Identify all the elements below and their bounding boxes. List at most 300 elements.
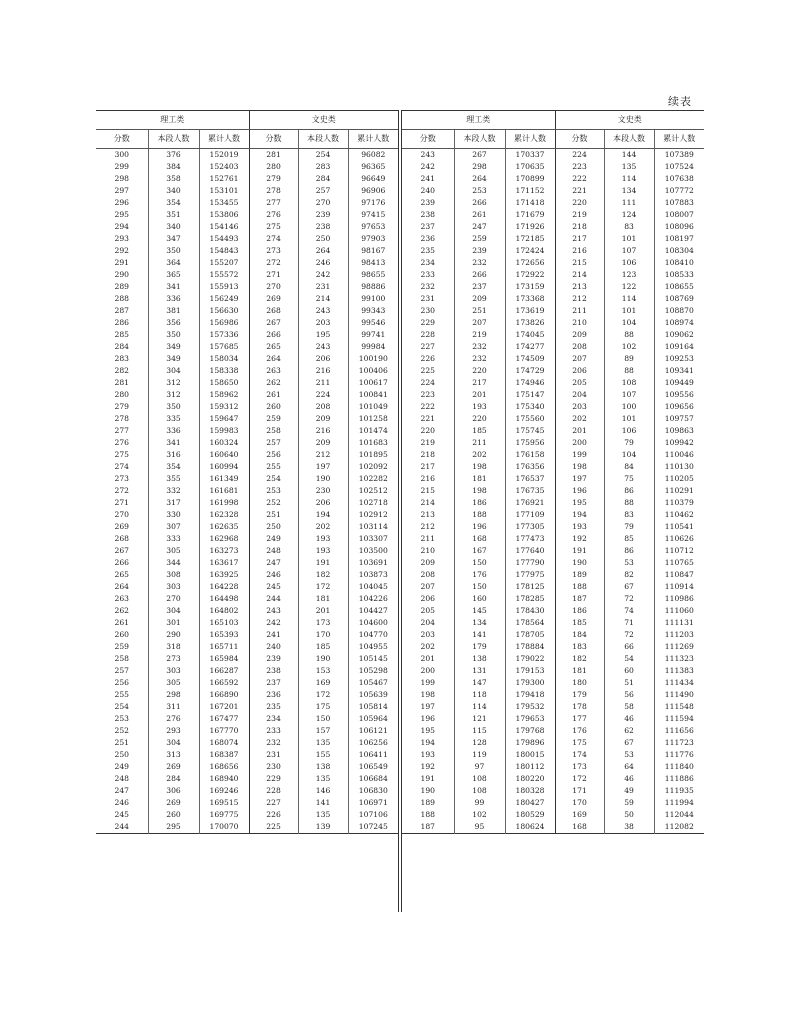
table-cell: 177473 bbox=[505, 533, 555, 545]
table-cell: 252 bbox=[96, 725, 148, 737]
table-cell: 110046 bbox=[664, 450, 694, 459]
table-cell: 111323 bbox=[664, 654, 694, 663]
table-row bbox=[96, 353, 398, 365]
table-row bbox=[402, 341, 704, 353]
table-cell: 263 bbox=[96, 593, 148, 605]
table-cell: 219 bbox=[555, 209, 604, 221]
table-cell: 165711 bbox=[199, 641, 249, 653]
table-cell: 181 bbox=[298, 593, 348, 605]
table-cell: 104045 bbox=[358, 582, 388, 591]
table-cell: 165103 bbox=[199, 617, 249, 629]
table-cell: 201 bbox=[555, 425, 604, 437]
table-cell: 171152 bbox=[505, 185, 555, 197]
table-row bbox=[402, 797, 704, 809]
table-cell: 254 bbox=[298, 149, 348, 162]
table-row bbox=[402, 389, 704, 401]
table-cell: 163925 bbox=[199, 569, 249, 581]
table-row bbox=[402, 593, 704, 605]
table-cell: 246 bbox=[96, 797, 148, 809]
table-cell: 220 bbox=[454, 413, 505, 425]
table-row bbox=[402, 761, 704, 773]
table-cell: 216 bbox=[402, 473, 454, 485]
table-cell: 207 bbox=[454, 317, 505, 329]
table-cell: 134 bbox=[454, 617, 505, 629]
table-cell: 153455 bbox=[199, 197, 249, 209]
table-cell: 106971 bbox=[358, 798, 388, 807]
table-cell: 271 bbox=[249, 269, 298, 281]
col-header-cumulative: 累计人数 bbox=[654, 130, 704, 149]
table-cell: 177 bbox=[555, 713, 604, 725]
table-cell: 108197 bbox=[664, 234, 694, 243]
table-cell: 171926 bbox=[505, 221, 555, 233]
table-cell: 203 bbox=[298, 317, 348, 329]
table-cell: 180112 bbox=[505, 761, 555, 773]
table-cell: 350 bbox=[148, 329, 199, 341]
score-distribution-tables bbox=[96, 110, 704, 912]
table-cell: 213 bbox=[555, 281, 604, 293]
table-cell: 172922 bbox=[505, 269, 555, 281]
table-cell: 207 bbox=[402, 581, 454, 593]
table-row bbox=[402, 317, 704, 329]
table-cell: 275 bbox=[96, 449, 148, 461]
table-cell: 175 bbox=[555, 737, 604, 749]
table-cell: 298 bbox=[454, 161, 505, 173]
table-cell: 232 bbox=[454, 341, 505, 353]
table-row bbox=[96, 713, 398, 725]
table-cell: 239 bbox=[454, 245, 505, 257]
table-row bbox=[96, 269, 398, 281]
table-cell: 166890 bbox=[199, 689, 249, 701]
table-cell: 98655 bbox=[361, 270, 386, 279]
table-cell: 194 bbox=[402, 737, 454, 749]
table-cell: 261 bbox=[249, 389, 298, 401]
table-cell: 186 bbox=[454, 497, 505, 509]
table-cell: 292 bbox=[96, 245, 148, 257]
table-row bbox=[402, 221, 704, 233]
table-cell: 270 bbox=[148, 593, 199, 605]
table-cell: 99100 bbox=[361, 294, 386, 303]
table-cell: 135 bbox=[604, 161, 654, 173]
table-cell: 174509 bbox=[505, 353, 555, 365]
table-cell: 294 bbox=[96, 221, 148, 233]
table-cell: 173 bbox=[298, 617, 348, 629]
table-cell: 299 bbox=[96, 161, 148, 173]
table-cell: 196 bbox=[454, 521, 505, 533]
table-cell: 188 bbox=[555, 581, 604, 593]
table-cell: 336 bbox=[148, 425, 199, 437]
table-cell: 197 bbox=[555, 473, 604, 485]
table-cell: 256 bbox=[249, 449, 298, 461]
table-cell: 147 bbox=[454, 677, 505, 689]
table-cell: 176158 bbox=[505, 449, 555, 461]
table-cell: 103500 bbox=[358, 546, 388, 555]
table-cell: 108 bbox=[604, 377, 654, 389]
table-cell: 217 bbox=[402, 461, 454, 473]
table-cell: 107245 bbox=[358, 822, 388, 831]
table-cell: 316 bbox=[148, 449, 199, 461]
table-cell: 208 bbox=[298, 401, 348, 413]
table-row bbox=[402, 629, 704, 641]
table-cell: 247 bbox=[249, 557, 298, 569]
table-cell: 111434 bbox=[664, 678, 694, 687]
table-cell: 235 bbox=[249, 701, 298, 713]
table-cell: 100190 bbox=[358, 354, 388, 363]
table-cell: 192 bbox=[555, 533, 604, 545]
table-row bbox=[96, 401, 398, 413]
table-cell: 59 bbox=[604, 797, 654, 809]
table-cell: 182 bbox=[555, 653, 604, 665]
table-cell: 72 bbox=[604, 629, 654, 641]
table-cell: 236 bbox=[249, 689, 298, 701]
table-cell: 166287 bbox=[199, 665, 249, 677]
table-cell: 170635 bbox=[505, 161, 555, 173]
table-cell: 172656 bbox=[505, 257, 555, 269]
table-cell: 333 bbox=[148, 533, 199, 545]
table-cell: 214 bbox=[402, 497, 454, 509]
table-cell: 247 bbox=[454, 221, 505, 233]
table-cell: 162635 bbox=[199, 521, 249, 533]
table-cell: 243 bbox=[298, 305, 348, 317]
table-cell: 102092 bbox=[358, 462, 388, 471]
table-row bbox=[96, 545, 398, 557]
table-cell: 295 bbox=[96, 209, 148, 221]
table-cell: 202 bbox=[298, 521, 348, 533]
table-cell: 212 bbox=[555, 293, 604, 305]
table-row bbox=[402, 257, 704, 269]
table-cell: 293 bbox=[96, 233, 148, 245]
table-cell: 289 bbox=[96, 281, 148, 293]
table-cell: 340 bbox=[148, 221, 199, 233]
table-row bbox=[96, 797, 398, 809]
table-row bbox=[402, 821, 704, 834]
table-row bbox=[402, 785, 704, 797]
table-cell: 111594 bbox=[664, 714, 694, 723]
table-cell: 270 bbox=[96, 509, 148, 521]
table-cell: 205 bbox=[555, 377, 604, 389]
table-cell: 168074 bbox=[199, 737, 249, 749]
table-cell: 263 bbox=[249, 365, 298, 377]
table-cell: 225 bbox=[249, 821, 298, 834]
table-cell: 103114 bbox=[358, 522, 388, 531]
table-row bbox=[402, 485, 704, 497]
table-row bbox=[96, 821, 398, 834]
table-row bbox=[96, 317, 398, 329]
table-cell: 110205 bbox=[664, 474, 694, 483]
table-cell: 215 bbox=[555, 257, 604, 269]
table-row bbox=[402, 569, 704, 581]
table-cell: 257 bbox=[249, 437, 298, 449]
table-cell: 111203 bbox=[664, 630, 694, 639]
table-cell: 135 bbox=[298, 809, 348, 821]
table-cell: 186 bbox=[555, 605, 604, 617]
table-cell: 164228 bbox=[199, 581, 249, 593]
table-cell: 233 bbox=[402, 269, 454, 281]
table-cell: 166592 bbox=[199, 677, 249, 689]
table-cell: 267 bbox=[454, 149, 505, 162]
table-cell: 109253 bbox=[664, 354, 694, 363]
table-cell: 161681 bbox=[199, 485, 249, 497]
table-cell: 260 bbox=[249, 401, 298, 413]
table-row bbox=[402, 545, 704, 557]
table-cell: 231 bbox=[298, 281, 348, 293]
table-cell: 144 bbox=[604, 149, 654, 162]
table-cell: 105639 bbox=[358, 690, 388, 699]
table-cell: 175340 bbox=[505, 401, 555, 413]
table-cell: 98167 bbox=[361, 246, 386, 255]
table-cell: 384 bbox=[148, 161, 199, 173]
table-row bbox=[402, 377, 704, 389]
table-cell: 304 bbox=[148, 365, 199, 377]
table-cell: 189 bbox=[402, 797, 454, 809]
table-cell: 196 bbox=[402, 713, 454, 725]
table-cell: 256 bbox=[96, 677, 148, 689]
table-cell: 222 bbox=[402, 401, 454, 413]
table-row bbox=[96, 785, 398, 797]
table-cell: 54 bbox=[604, 653, 654, 665]
table-row bbox=[402, 449, 704, 461]
table-cell: 110914 bbox=[664, 582, 694, 591]
table-cell: 173 bbox=[555, 761, 604, 773]
table-cell: 104600 bbox=[358, 618, 388, 627]
col-header-score: 分数 bbox=[249, 130, 298, 149]
table-cell: 107524 bbox=[664, 162, 694, 171]
table-cell: 174045 bbox=[505, 329, 555, 341]
table-cell: 187 bbox=[402, 821, 454, 834]
table-cell: 269 bbox=[148, 797, 199, 809]
table-cell: 219 bbox=[402, 437, 454, 449]
table-cell: 203 bbox=[402, 629, 454, 641]
table-row bbox=[402, 437, 704, 449]
table-cell: 101474 bbox=[358, 426, 388, 435]
table-cell: 340 bbox=[148, 185, 199, 197]
table-cell: 260 bbox=[96, 629, 148, 641]
table-cell: 232 bbox=[402, 281, 454, 293]
table-cell: 134 bbox=[604, 185, 654, 197]
group-header-science: 理工类 bbox=[96, 111, 249, 130]
table-cell: 231 bbox=[249, 749, 298, 761]
table-cell: 83 bbox=[604, 509, 654, 521]
table-cell: 161998 bbox=[199, 497, 249, 509]
table-cell: 212 bbox=[402, 521, 454, 533]
table-cell: 156630 bbox=[199, 305, 249, 317]
table-cell: 313 bbox=[148, 749, 199, 761]
table-cell: 238 bbox=[298, 221, 348, 233]
table-cell: 253 bbox=[249, 485, 298, 497]
table-cell: 234 bbox=[402, 257, 454, 269]
table-cell: 153 bbox=[298, 665, 348, 677]
table-cell: 111656 bbox=[664, 726, 694, 735]
table-cell: 347 bbox=[148, 233, 199, 245]
table-cell: 150 bbox=[454, 581, 505, 593]
table-cell: 101 bbox=[604, 233, 654, 245]
table-cell: 251 bbox=[454, 305, 505, 317]
table-cell: 230 bbox=[402, 305, 454, 317]
table-cell: 349 bbox=[148, 341, 199, 353]
table-cell: 243 bbox=[249, 605, 298, 617]
table-row bbox=[96, 533, 398, 545]
table-row bbox=[96, 149, 398, 162]
table-cell: 102 bbox=[604, 341, 654, 353]
table-row bbox=[96, 209, 398, 221]
table-cell: 139 bbox=[298, 821, 348, 834]
table-cell: 85 bbox=[604, 533, 654, 545]
table-cell: 110291 bbox=[664, 486, 694, 495]
table-row bbox=[402, 329, 704, 341]
table-cell: 101 bbox=[604, 305, 654, 317]
table-cell: 239 bbox=[298, 209, 348, 221]
table-cell: 208 bbox=[555, 341, 604, 353]
group-header-arts: 文史类 bbox=[249, 111, 398, 130]
table-row bbox=[402, 305, 704, 317]
table-cell: 111060 bbox=[664, 606, 694, 615]
table-row bbox=[402, 689, 704, 701]
table-cell: 298 bbox=[148, 689, 199, 701]
table-cell: 190 bbox=[402, 785, 454, 797]
table-cell: 106830 bbox=[358, 786, 388, 795]
table-cell: 293 bbox=[148, 725, 199, 737]
table-row bbox=[402, 401, 704, 413]
table-cell: 354 bbox=[148, 197, 199, 209]
table-cell: 275 bbox=[249, 221, 298, 233]
table-cell: 38 bbox=[604, 821, 654, 834]
table-row bbox=[96, 677, 398, 689]
table-cell: 209 bbox=[454, 293, 505, 305]
table-cell: 190 bbox=[298, 473, 348, 485]
table-row bbox=[96, 497, 398, 509]
table-cell: 88 bbox=[604, 329, 654, 341]
table-cell: 108974 bbox=[664, 318, 694, 327]
table-cell: 240 bbox=[402, 185, 454, 197]
table-cell: 211 bbox=[402, 533, 454, 545]
table-cell: 150 bbox=[454, 557, 505, 569]
table-cell: 284 bbox=[148, 773, 199, 785]
table-cell: 104 bbox=[604, 317, 654, 329]
table-cell: 99343 bbox=[361, 306, 386, 315]
table-cell: 280 bbox=[96, 389, 148, 401]
table-cell: 158962 bbox=[199, 389, 249, 401]
table-cell: 50 bbox=[604, 809, 654, 821]
table-cell: 202 bbox=[454, 449, 505, 461]
table-cell: 156986 bbox=[199, 317, 249, 329]
table-cell: 105467 bbox=[358, 678, 388, 687]
table-cell: 162328 bbox=[199, 509, 249, 521]
table-cell: 354 bbox=[148, 461, 199, 473]
table-cell: 266 bbox=[454, 197, 505, 209]
table-cell: 252 bbox=[249, 497, 298, 509]
table-cell: 154493 bbox=[199, 233, 249, 245]
table-cell: 114 bbox=[604, 293, 654, 305]
table-cell: 98886 bbox=[361, 282, 386, 291]
table-cell: 284 bbox=[298, 173, 348, 185]
table-cell: 214 bbox=[555, 269, 604, 281]
table-cell: 273 bbox=[249, 245, 298, 257]
table-cell: 259 bbox=[454, 233, 505, 245]
table-cell: 62 bbox=[604, 725, 654, 737]
group-header-arts: 文史类 bbox=[555, 111, 704, 130]
table-cell: 105814 bbox=[358, 702, 388, 711]
table-cell: 177109 bbox=[505, 509, 555, 521]
table-cell: 105298 bbox=[358, 666, 388, 675]
col-header-count: 本段人数 bbox=[604, 130, 654, 149]
table-cell: 254 bbox=[96, 701, 148, 713]
table-cell: 88 bbox=[604, 365, 654, 377]
table-cell: 112044 bbox=[664, 810, 694, 819]
col-header-count: 本段人数 bbox=[298, 130, 348, 149]
table-row bbox=[96, 809, 398, 821]
table-cell: 264 bbox=[249, 353, 298, 365]
table-cell: 165984 bbox=[199, 653, 249, 665]
table-cell: 115 bbox=[454, 725, 505, 737]
table-cell: 237 bbox=[402, 221, 454, 233]
table-cell: 109062 bbox=[664, 330, 694, 339]
table-row bbox=[402, 653, 704, 665]
col-header-cumulative: 累计人数 bbox=[505, 130, 555, 149]
table-cell: 96082 bbox=[361, 150, 386, 159]
table-cell: 278 bbox=[249, 185, 298, 197]
table-cell: 106256 bbox=[358, 738, 388, 747]
table-cell: 235 bbox=[402, 245, 454, 257]
table-cell: 167201 bbox=[199, 701, 249, 713]
table-cell: 152403 bbox=[199, 161, 249, 173]
table-row bbox=[402, 713, 704, 725]
table-cell: 305 bbox=[148, 677, 199, 689]
table-cell: 106411 bbox=[358, 750, 388, 759]
table-cell: 96906 bbox=[361, 186, 386, 195]
table-cell: 194 bbox=[555, 509, 604, 521]
table-row bbox=[96, 509, 398, 521]
table-row bbox=[96, 185, 398, 197]
continued-label: 续表 bbox=[668, 95, 692, 108]
table-cell: 174946 bbox=[505, 377, 555, 389]
table-cell: 100841 bbox=[358, 390, 388, 399]
table-cell: 245 bbox=[249, 581, 298, 593]
table-cell: 105145 bbox=[358, 654, 388, 663]
table-cell: 106549 bbox=[358, 762, 388, 771]
table-cell: 99984 bbox=[361, 342, 386, 351]
table-cell: 226 bbox=[402, 353, 454, 365]
table-cell: 152761 bbox=[199, 173, 249, 185]
table-cell: 210 bbox=[555, 317, 604, 329]
table-cell: 209 bbox=[298, 437, 348, 449]
col-header-score: 分数 bbox=[96, 130, 148, 149]
table-cell: 249 bbox=[249, 533, 298, 545]
table-row bbox=[402, 581, 704, 593]
table-cell: 135 bbox=[298, 773, 348, 785]
table-row bbox=[96, 221, 398, 233]
table-cell: 104770 bbox=[358, 630, 388, 639]
table-cell: 257 bbox=[298, 185, 348, 197]
table-cell: 184 bbox=[555, 629, 604, 641]
table-cell: 154146 bbox=[199, 221, 249, 233]
table-cell: 216 bbox=[555, 245, 604, 257]
table-row bbox=[402, 701, 704, 713]
table-cell: 229 bbox=[249, 773, 298, 785]
table-cell: 108655 bbox=[664, 282, 694, 291]
table-cell: 169775 bbox=[199, 809, 249, 821]
table-cell: 381 bbox=[148, 305, 199, 317]
table-cell: 206 bbox=[555, 365, 604, 377]
table-cell: 109556 bbox=[664, 390, 694, 399]
table-cell: 167 bbox=[454, 545, 505, 557]
table-cell: 300 bbox=[96, 149, 148, 162]
table-cell: 194 bbox=[298, 509, 348, 521]
table-cell: 176537 bbox=[505, 473, 555, 485]
table-cell: 244 bbox=[249, 593, 298, 605]
table-cell: 198 bbox=[402, 689, 454, 701]
table-cell: 215 bbox=[402, 485, 454, 497]
table-cell: 255 bbox=[96, 689, 148, 701]
table-cell: 229 bbox=[402, 317, 454, 329]
